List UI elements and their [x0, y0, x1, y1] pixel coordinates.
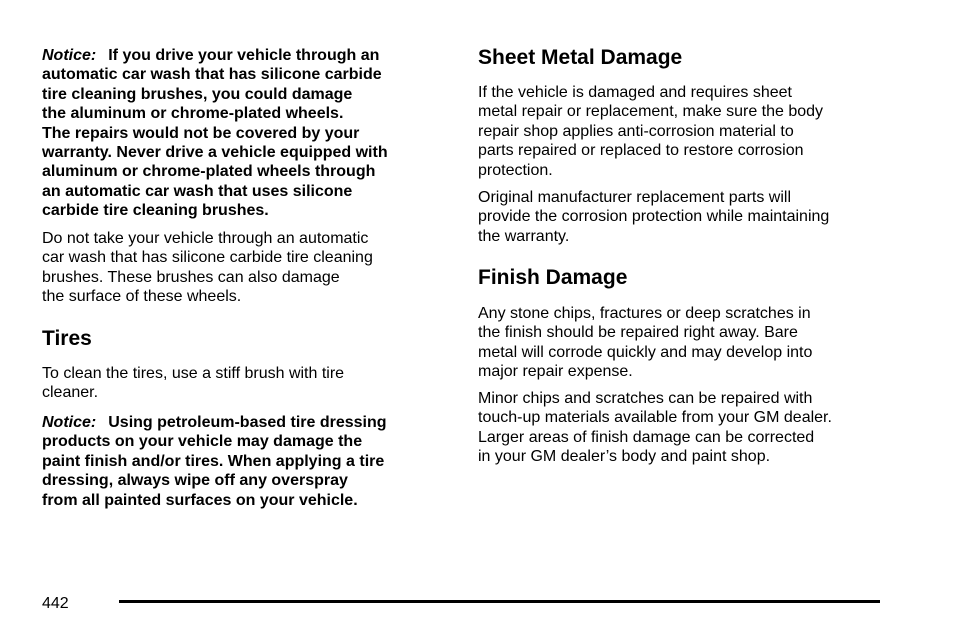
paragraph-finish-1 [478, 304, 812, 382]
notice-line: Using petroleum-based tire dressing [108, 414, 387, 431]
notice-label: Notice: [42, 47, 97, 64]
paragraph-sheet-metal-1 [478, 83, 823, 180]
notice-line: aluminum or chrome-plated wheels through [42, 163, 376, 181]
paragraph-line: metal will corrode quickly and may develop into [478, 343, 813, 361]
paragraph-line: cleaner. [42, 384, 99, 402]
paragraph-line: touch-up materials available from your GM dealer. [478, 409, 832, 427]
paragraph-sheet-metal-2 [478, 188, 829, 246]
footer-rule [119, 600, 880, 603]
notice-line: carbide tire cleaning brushes. [42, 202, 269, 220]
notice-line: automatic car wash that has silicone carbide [42, 66, 382, 84]
notice-line: dressing, always wipe off any overspray [42, 472, 348, 490]
paragraph-line: the surface of these wheels. [42, 288, 242, 306]
notice-tire-dressing [42, 413, 387, 510]
notice-line: warranty. Never drive a vehicle equipped with [42, 144, 388, 162]
paragraph-line: To clean the tires, use a stiff brush with tire [42, 365, 345, 382]
paragraph-line: car wash that has silicone carbide tire cleaning [42, 249, 373, 267]
page-number: 442 [42, 595, 69, 612]
heading-finish-damage: Finish Damage [478, 266, 628, 289]
notice-line: paint finish and/or tires. When applying a tire [42, 452, 385, 470]
paragraph-line: Any stone chips, fractures or deep scratches in [478, 305, 811, 322]
paragraph-line: protection. [478, 161, 553, 179]
notice-line: from all painted surfaces on your vehicle. [42, 491, 358, 509]
paragraph-line: Minor chips and scratches can be repaired with [478, 390, 813, 407]
notice-line: products on your vehicle may damage the [42, 433, 363, 451]
paragraph-tires [42, 364, 344, 403]
notice-label: Notice: [42, 414, 97, 431]
notice-line: If you drive your vehicle through an [108, 47, 380, 64]
notice-line: the aluminum or chrome-plated wheels. [42, 105, 344, 123]
paragraph-finish-2 [478, 389, 832, 467]
paragraph-line: parts repaired or replaced to restore corrosion [478, 142, 804, 160]
paragraph-line: repair shop applies anti-corrosion material to [478, 122, 794, 140]
paragraph-line: major repair expense. [478, 363, 633, 381]
paragraph-line: the warranty. [478, 227, 570, 245]
paragraph-line: in your GM dealer’s body and paint shop. [478, 448, 771, 466]
paragraph-car-wash [42, 229, 373, 307]
notice-line: The repairs would not be covered by your [42, 124, 360, 142]
paragraph-line: Do not take your vehicle through an automatic [42, 230, 369, 247]
paragraph-line: Larger areas of finish damage can be corrected [478, 428, 815, 446]
paragraph-line: Original manufacturer replacement parts will [478, 189, 792, 206]
heading-tires: Tires [42, 327, 92, 350]
paragraph-line: provide the corrosion protection while maintaining [478, 208, 830, 226]
notice-line: an automatic car wash that uses silicone [42, 182, 353, 200]
notice-tire-brushes [42, 46, 388, 221]
paragraph-line: metal repair or replacement, make sure the body [478, 103, 824, 121]
heading-sheet-metal-damage: Sheet Metal Damage [478, 46, 683, 69]
paragraph-line: the finish should be repaired right away. Bare [478, 324, 798, 342]
paragraph-line: brushes. These brushes can also damage [42, 268, 340, 286]
paragraph-line: If the vehicle is damaged and requires sheet [478, 84, 792, 101]
notice-line: tire cleaning brushes, you could damage [42, 85, 353, 103]
